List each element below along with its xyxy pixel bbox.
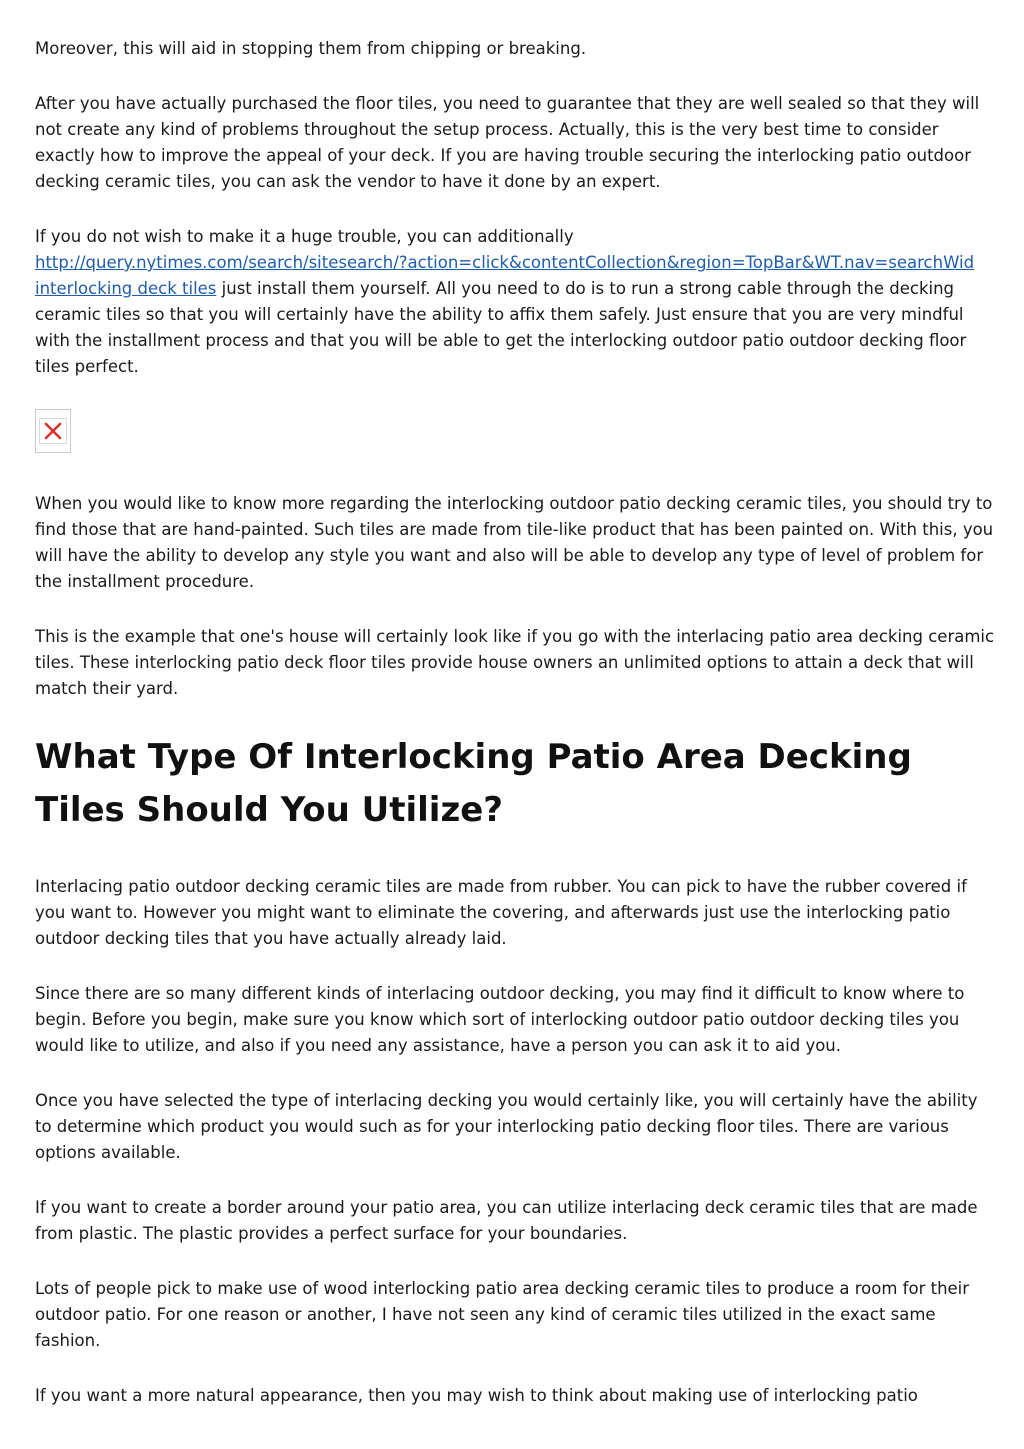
paragraph-3-rest: just install them yourself. All you need to do is to run a strong cable through the decking ceramic tiles so that you will certainly have the ability to affix them safely. Just ensure that you are very mindful with the installment process and that you will be able to get the interlocking outdoor patio outdoor decking floor tiles perfect. <box>35 279 967 376</box>
paragraph-2: After you have actually purchased the floor tiles, you need to guarantee that they are well sealed so that they will not create any kind of problems throughout the setup process. Actually, this is the very best time to consider exactly how to improve the appeal of your deck. If you are having trouble securing the interlocking patio outdoor decking ceramic tiles, you can ask the vendor to have it done by an expert. <box>35 94 980 191</box>
paragraph-7: Since there are so many different kinds of interlacing outdoor decking, you may find it difficult to know where to begin. Before you begin, make sure you know which sort of interlocking outdoor patio outdoor decking tiles you would like to utilize, and also if you need any assistance, have a person you can ask it to aid you. <box>35 984 965 1055</box>
paragraph-3 <box>35 224 997 380</box>
section-heading: What Type Of Interlocking Patio Area Decking Tiles Should You Utilize? <box>35 737 912 830</box>
broken-image-icon <box>35 409 71 453</box>
paragraph-4: When you would like to know more regarding the interlocking outdoor patio decking ceramic tiles, you should try to find those that are hand-painted. Such tiles are made from tile-like product that has been painted on. With this, you will have the ability to develop any style you want and also will be able to develop any type of level of problem for the installment procedure. <box>35 494 994 591</box>
close-x-icon <box>42 420 64 442</box>
paragraph-3-intro: If you do not wish to make it a huge trouble, you can additionally <box>35 227 574 246</box>
paragraph-1: Moreover, this will aid in stopping them from chipping or breaking. <box>35 39 587 58</box>
paragraph-5: This is the example that one's house will certainly look like if you go with the interlacing patio area decking ceramic tiles. These interlocking patio deck floor tiles provide house owners an unlimited options to attain a deck that will match their yard. <box>35 627 995 698</box>
paragraph-10: Lots of people pick to make use of wood interlocking patio area decking ceramic tiles to produce a room for their outdoor patio. For one reason or another, I have not seen any kind of ceramic tiles utilized in the exact same fashion. <box>35 1279 970 1350</box>
paragraph-8: Once you have selected the type of interlacing decking you would certainly like, you will certainly have the ability to determine which product you would such as for your interlocking patio decking floor tiles. There are various options available. <box>35 1091 978 1162</box>
document-page <box>35 36 997 1438</box>
paragraph-6: Interlacing patio outdoor decking ceramic tiles are made from rubber. You can pick to have the rubber covered if you want to. However you might want to eliminate the covering, and afterwards just use the interlocking patio outdoor decking tiles that you have actually already laid. <box>35 877 967 948</box>
nytimes-search-link[interactable]: http://query.nytimes.com/search/sitesearch/?action=click&contentCollection&region=TopBar&WT.nav=searchWid <box>35 253 975 272</box>
broken-image-frame <box>39 418 67 444</box>
interlocking-deck-tiles-link[interactable]: interlocking deck tiles <box>35 279 217 298</box>
paragraph-9: If you want to create a border around your patio area, you can utilize interlacing deck ceramic tiles that are made from plastic. The plastic provides a perfect surface for your boundaries. <box>35 1198 978 1243</box>
paragraph-11: If you want a more natural appearance, then you may wish to think about making use of interlocking patio <box>35 1386 918 1405</box>
